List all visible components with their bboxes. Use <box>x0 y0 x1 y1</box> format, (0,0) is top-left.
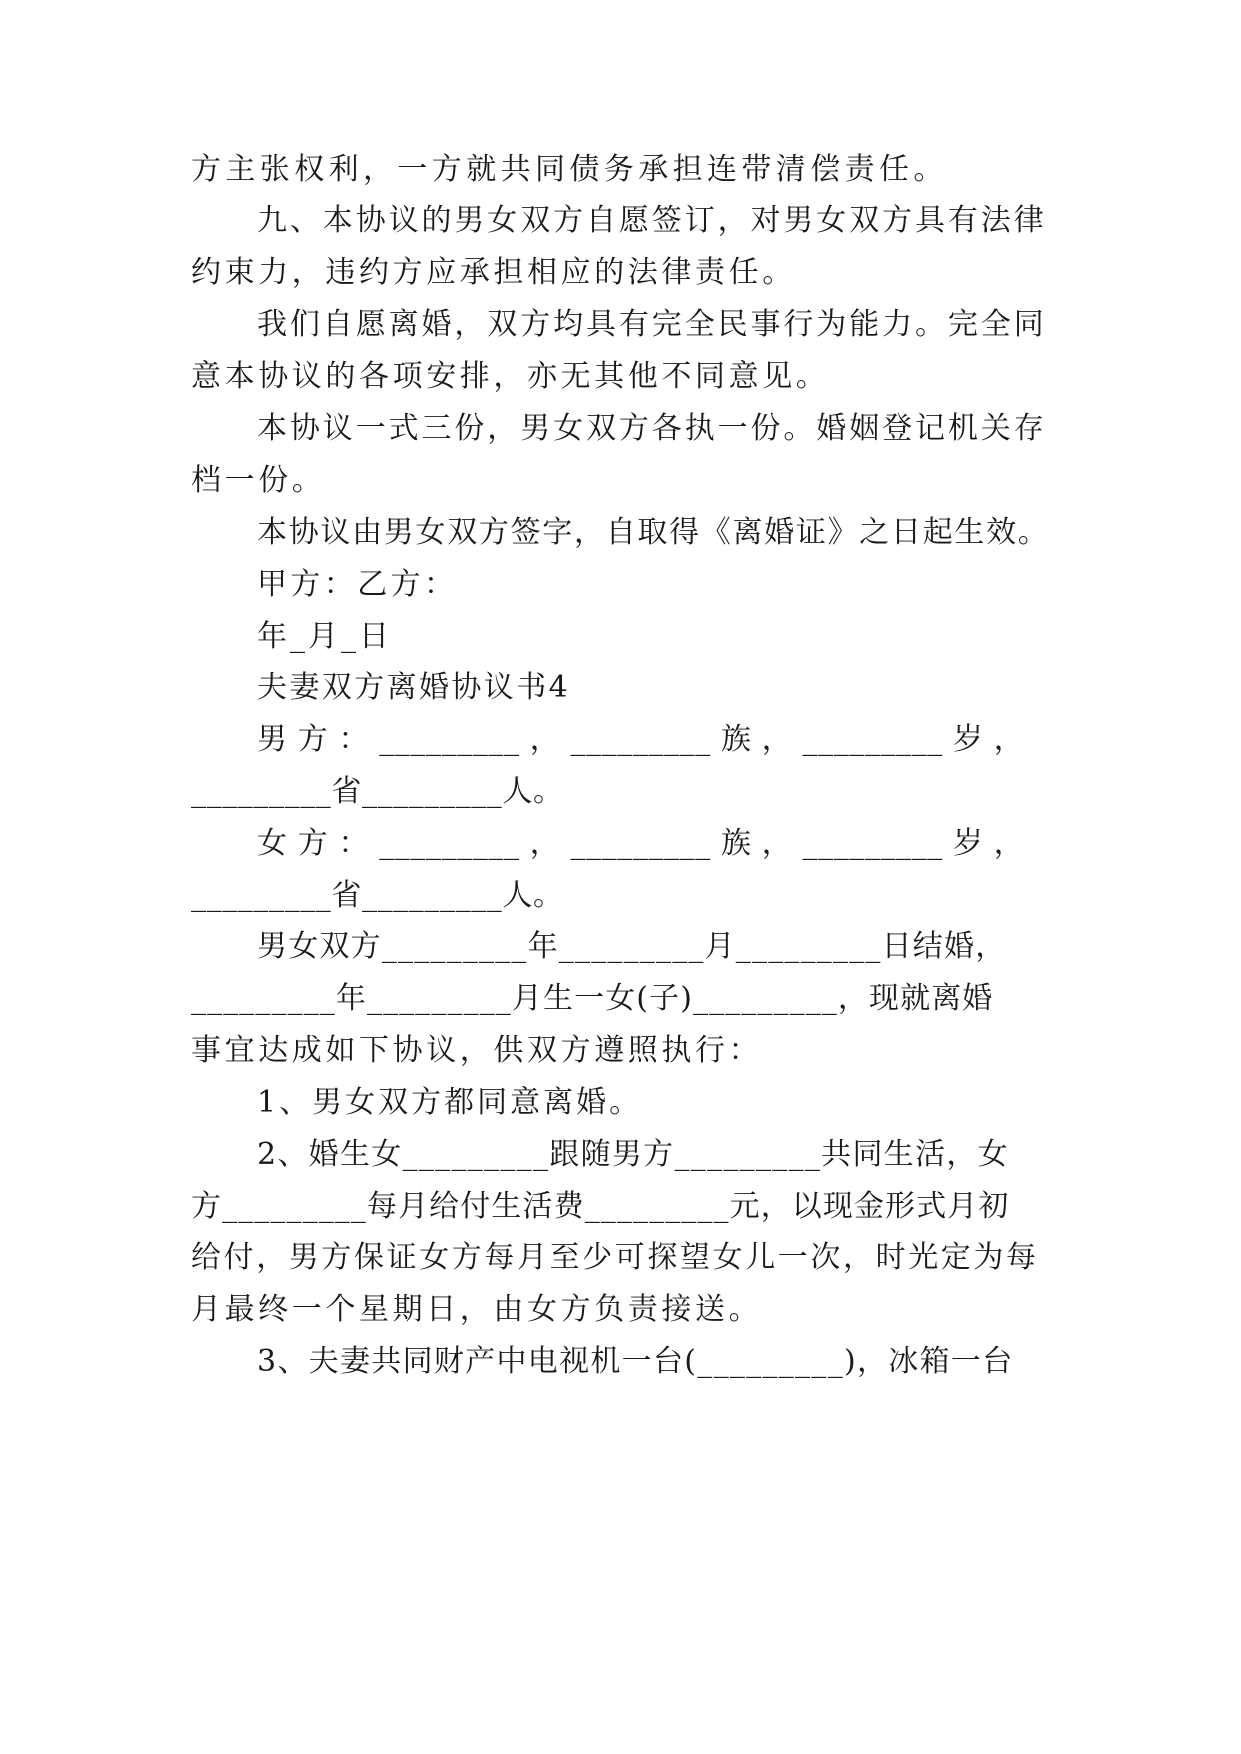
paragraph-line: 约束力，违约方应承担相应的法律责任。 <box>191 255 796 290</box>
signature-parties-line: 甲方：乙方： <box>257 567 458 602</box>
paragraph-line: 档一份。 <box>191 463 326 498</box>
paragraph-line: 方_________每月给付生活费_________元，以现金形式月初 <box>191 1189 1010 1224</box>
clause-9-line: 九、本协议的男女双方自愿签订，对男女双方具有法律 <box>257 203 1047 238</box>
paragraph-line: 本协议一式三份，男女双方各执一份。婚姻登记机关存 <box>257 411 1047 446</box>
female-party-line: 女 方 ： _________ ， _________ 族 ， _________ 岁 ， <box>257 826 1025 861</box>
male-party-line: 男 方 ： _________ ， _________ 族 ， _________ 岁 ， <box>257 722 1025 757</box>
clause-2-line: 2、婚生女_________跟随男方_________共同生活，女 <box>257 1137 1009 1172</box>
clause-1-line: 1、男女双方都同意离婚。 <box>257 1085 643 1120</box>
paragraph-line: 我们自愿离婚，双方均具有完全民事行为能力。完全同 <box>257 307 1047 342</box>
clause-3-line: 3、夫妻共同财产中电视机一台(_________)，冰箱一台 <box>257 1344 1014 1379</box>
paragraph-line: 给付，男方保证女方每月至少可探望女儿一次，时光定为每 <box>191 1240 1039 1275</box>
marriage-date-line: 男女双方_________年_________月_________日结婚， <box>257 929 1007 964</box>
paragraph-line: 月最终一个星期日，由女方负责接送。 <box>191 1292 763 1327</box>
section-title: 夫妻双方离婚协议书4 <box>257 670 571 705</box>
date-line: 年_月_日 <box>257 619 392 654</box>
child-birth-line: _________年_________月生一女(子)_________，现就离婚 <box>191 981 994 1016</box>
paragraph-line: 事宜达成如下协议，供双方遵照执行： <box>191 1033 763 1068</box>
female-party-origin-line: _________省_________人。 <box>191 878 564 913</box>
paragraph-line: 意本协议的各项安排，亦无其他不同意见。 <box>191 359 830 394</box>
paragraph-line: 方主张权利，一方就共同债务承担连带清偿责任。 <box>191 152 948 187</box>
male-party-origin-line: _________省_________人。 <box>191 774 564 809</box>
paragraph-line: 本协议由男女双方签字，自取得《离婚证》之日起生效。 <box>257 515 1050 550</box>
